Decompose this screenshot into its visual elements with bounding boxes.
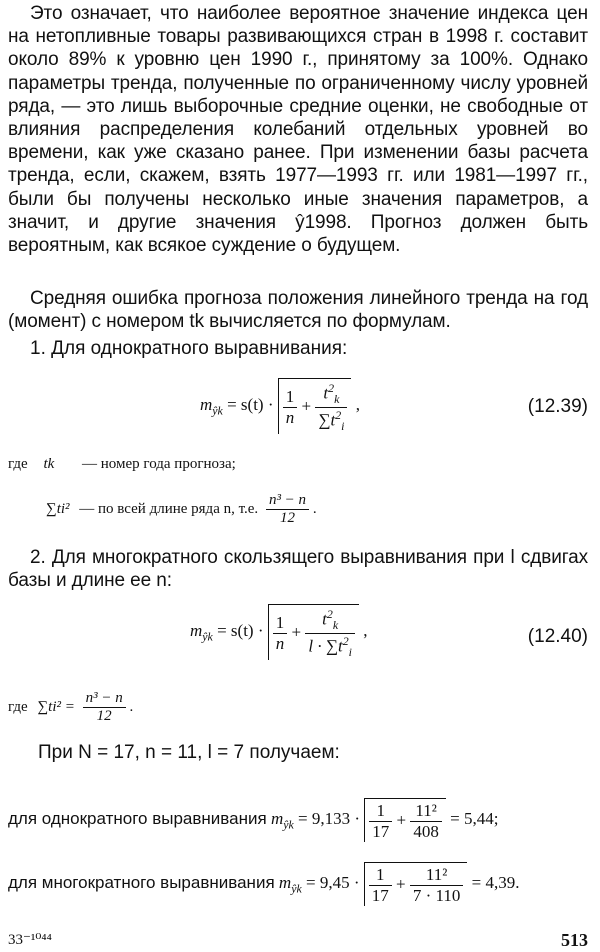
frac2-num: 1 — [273, 613, 288, 634]
frac-num-4: n³ − n — [83, 690, 126, 708]
sqrt-sign-3: $\frac{1}{17}$ + $\frac{\text{11²}}{408}$ — [364, 798, 446, 842]
result2-lhs-sub: ŷk — [291, 881, 302, 896]
sum-sub: i — [341, 419, 345, 434]
paragraph-2: Средняя ошибка прогноза положения линейного тренда на год (момент) с номером tk вычисляется по формулам. — [8, 288, 588, 333]
where-line-1 — [8, 456, 236, 473]
where-end-2: . — [312, 500, 317, 517]
sqrt-sign: $\frac{1}{n}$ + $\frac{t^2_k}{\sum t^2_i}$ — [278, 378, 352, 434]
t2-var: t — [322, 609, 327, 629]
sum-sup: 2 — [335, 408, 342, 423]
formula-comma: , — [355, 394, 360, 414]
result2-eq: = 9,45 · — [306, 872, 360, 892]
result1-label: для однократного выравнивания — [8, 808, 267, 828]
result1-eq: = 9,133 · — [298, 808, 361, 828]
r2-a-den: 17 — [371, 886, 389, 905]
result1-lhs: m — [270, 808, 284, 828]
list-item-2: 2. Для многократного скользящего выравнивания при l сдвигах базы и длине ее n: — [8, 547, 588, 592]
result1-lhs-sub: ŷk — [283, 817, 294, 832]
r1-b-den: 408 — [413, 822, 439, 841]
r1-a-den: 17 — [372, 822, 390, 841]
sum2-sub: i — [348, 645, 352, 660]
formula2-lhs: m — [190, 620, 203, 640]
r1-b-num: 11² — [410, 801, 442, 822]
r2-a-num: 1 — [369, 865, 392, 886]
t-sup: 2 — [328, 381, 335, 395]
t-var: t — [323, 383, 329, 403]
formula2-lhs-sub: ŷk — [202, 629, 213, 644]
signature-mark: 33⁻¹⁰⁴⁴ — [8, 932, 52, 948]
given-values: При N = 17, n = 11, l = 7 получаем: — [38, 742, 340, 763]
list-item-1: 1. Для однократного выравнивания: — [30, 338, 348, 359]
frac2-den: n — [275, 634, 285, 654]
frac2-den-2 — [305, 634, 355, 660]
where-line-3 — [8, 690, 133, 725]
frac-den-4: 12 — [96, 708, 112, 724]
formula2-comma: , — [363, 620, 368, 640]
sum2-sup: 2 — [342, 634, 349, 649]
frac-num: 1 — [283, 387, 298, 408]
frac-den-3: 12 — [280, 510, 295, 526]
where-end-3: . — [129, 698, 134, 715]
where-var: tk — [43, 456, 55, 472]
t2-sub: k — [332, 618, 339, 633]
result-line-2 — [8, 862, 519, 906]
formula-eq: = s(t) · — [227, 394, 274, 414]
sum2-t: l · ∑t — [308, 636, 343, 656]
frac2-num-2 — [305, 607, 355, 634]
t2-sup: 2 — [326, 607, 333, 621]
equation-number-12-39: (12.39) — [527, 396, 588, 417]
r1-a-num: 1 — [369, 801, 392, 822]
result2-label: для многократного выравнивания — [8, 872, 275, 892]
t-sub: k — [334, 392, 340, 407]
result1-value: = 5,44; — [450, 808, 499, 828]
where-text-2: — по всей длине ряда n, т.е. — [79, 500, 259, 517]
paragraph-1: Это означает, что наиболее вероятное значение индекса цен на нетопливные товары развивающихся стран в 1998 г. составит около 89% к уровню цен 1990 г., принятому за 100%. Однако параметры тренда, полученные по ограниченному числу уровней ряда, — это лишь выборочные средние оценки, не свободные от влияния распределения колебаний отдельных уровней во времени, как уже сказано ранее. При изменении базы расчета тренда, если, скажем, взять 1977—1993 гг. или 1981—1997 гг., были бы получены несколько иные значения параметров, а значит, и другие значения ŷ1998. Прогноз должен быть вероятным, как всякое суждение о будущем. — [8, 3, 588, 257]
r2-b-num: 11² — [410, 865, 464, 886]
where-text: — номер года прогноза; — [82, 456, 236, 472]
where-var-2: ∑ti² — [46, 500, 70, 517]
r2-b-den: 7 · 110 — [412, 886, 461, 905]
formula2-eq: = s(t) · — [217, 620, 264, 640]
equation-number-12-40: (12.40) — [527, 626, 588, 647]
frac-num-2 — [315, 381, 347, 408]
where-label: где — [8, 456, 28, 472]
result-line-1 — [8, 798, 498, 842]
formula-12-40 — [190, 604, 367, 660]
sum-t: ∑t — [318, 410, 336, 430]
page-number: 513 — [561, 930, 588, 950]
sqrt-sign-2: $\frac{1}{n}$ + $\frac{t^2_k}{l \cdot \sum t^2_i}$ — [268, 604, 359, 660]
where3-lhs: ∑ti² = — [37, 698, 75, 715]
sqrt-sign-4: $\frac{1}{17}$ + $\frac{\text{11²}}{7 \cdot 110}$ — [364, 862, 468, 906]
formula-lhs-sub: ŷk — [212, 403, 223, 418]
frac-den: n — [285, 408, 295, 428]
frac-den-2 — [315, 408, 347, 434]
frac-num-3: n³ − n — [266, 492, 309, 510]
result2-lhs: m — [278, 872, 292, 892]
where-label-3: где — [8, 698, 28, 715]
where-line-2 — [46, 492, 317, 527]
formula-lhs: m — [200, 394, 213, 414]
formula-12-39 — [200, 378, 360, 434]
result2-value: = 4,39. — [471, 872, 520, 892]
